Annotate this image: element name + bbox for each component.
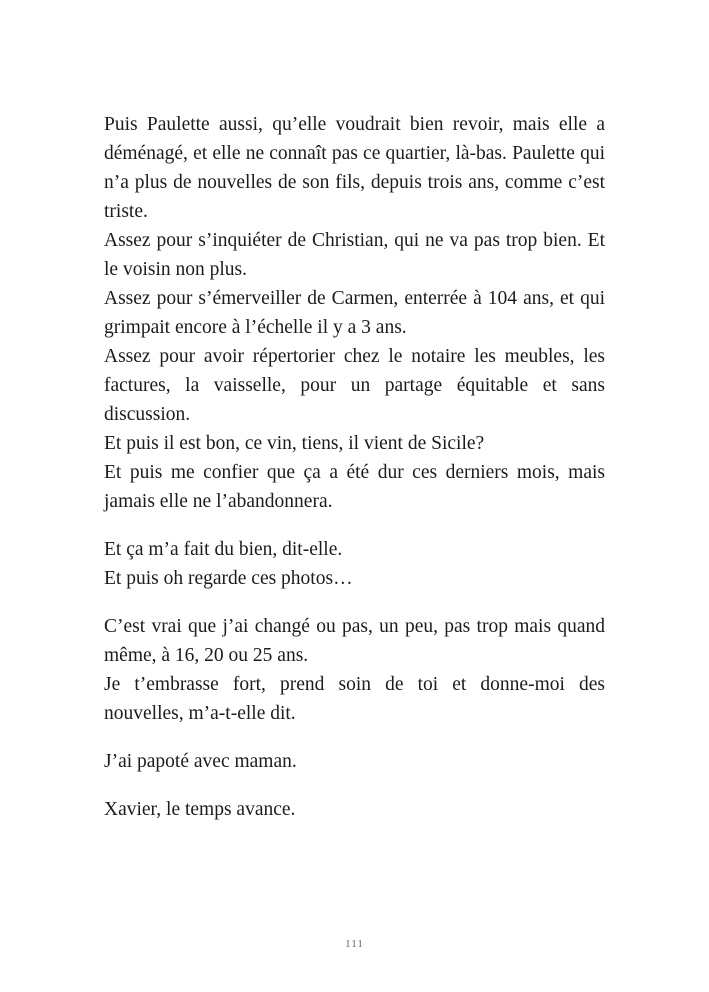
paragraph: Assez pour s’inquiéter de Christian, qui ne va pas trop bien. Et le voisin non plus. [104, 230, 605, 280]
paragraph-block [104, 795, 605, 824]
paragraph: Assez pour s’émerveiller de Carmen, enterrée à 104 ans, et qui grimpait encore à l’échelle il y a 3 ans. [104, 288, 605, 338]
paragraph-block [104, 535, 605, 593]
page-number: 111 [345, 938, 364, 950]
paragraph-block [104, 612, 605, 728]
paragraph: Et puis me confier que ça a été dur ces derniers mois, mais jamais elle ne l’abandonnera. [104, 462, 605, 512]
paragraph: C’est vrai que j’ai changé ou pas, un peu, pas trop mais quand même, à 16, 20 ou 25 ans. [104, 616, 605, 666]
paragraph: Et puis oh regarde ces photos… [104, 568, 353, 589]
paragraph: Xavier, le temps avance. [104, 799, 296, 820]
paragraph-block [104, 110, 605, 516]
paragraph: Et ça m’a fait du bien, dit-elle. [104, 539, 343, 560]
paragraph-block [104, 747, 605, 776]
body-text [104, 110, 605, 824]
paragraph: Assez pour avoir répertorier chez le notaire les meubles, les factures, la vaisselle, pour un partage équitable et sans discussion. [104, 346, 605, 425]
paragraph: Je t’embrasse fort, prend soin de toi et donne-moi des nouvelles, m’a-t-elle dit. [104, 674, 605, 724]
paragraph: Puis Paulette aussi, qu’elle voudrait bien revoir, mais elle a déménagé, et elle ne connaît pas ce quartier, là-bas. Paulette qui n’a plus de nouvelles de son fils, depuis trois ans, comme c’est triste. [104, 114, 605, 222]
paragraph: Et puis il est bon, ce vin, tiens, il vient de Sicile? [104, 433, 485, 454]
paragraph: J’ai papoté avec maman. [104, 751, 297, 772]
